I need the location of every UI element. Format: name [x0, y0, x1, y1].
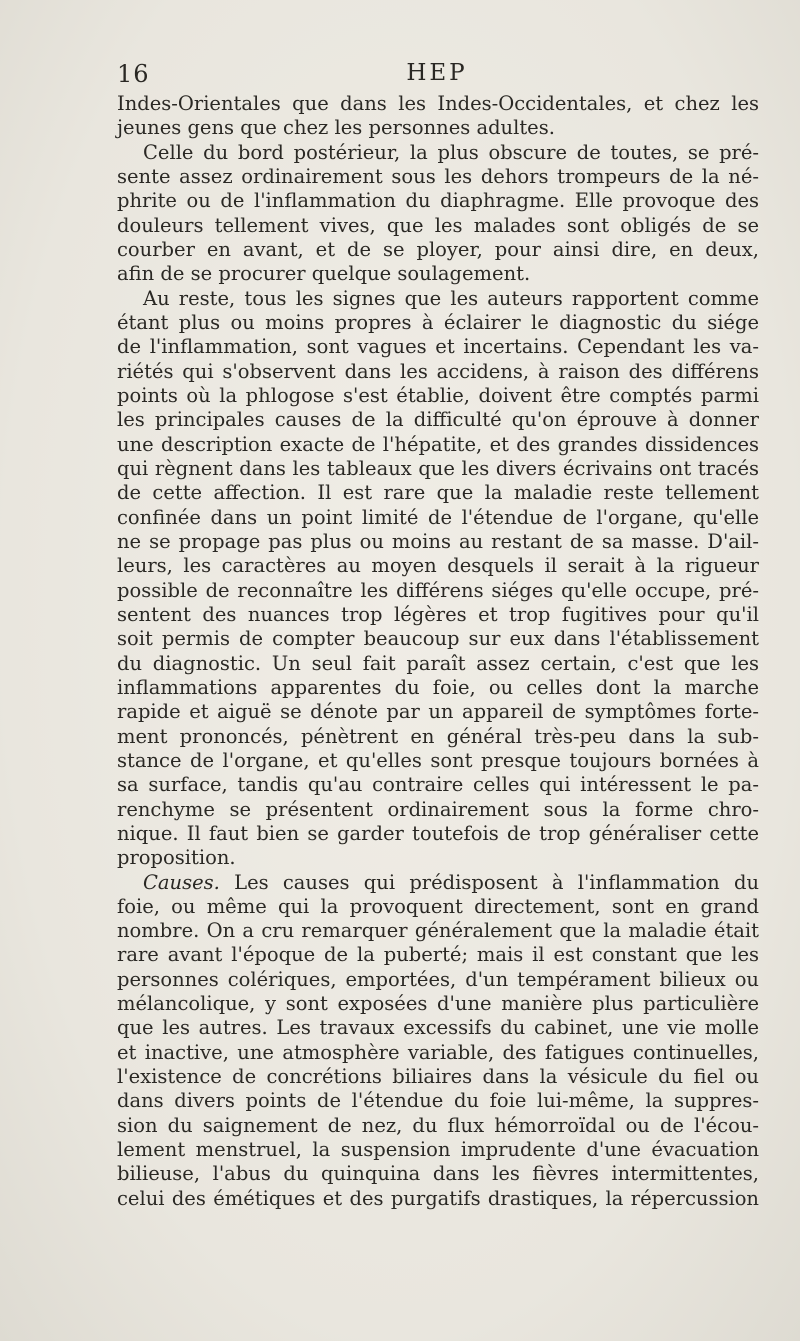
text-line: qui règnent dans les tableaux que les divers écrivains ont tracés — [117, 456, 759, 480]
text-line: riétés qui s'observent dans les accidens, à raison des différens — [117, 359, 759, 383]
text-line: phrite ou de l'inflammation du diaphragme. Elle provoque des — [117, 189, 759, 213]
text-line: nique. Il faut bien se garder toutefois de trop généraliser cette — [117, 821, 759, 845]
text-line: que les autres. Les travaux excessifs du cabinet, une vie molle — [117, 1016, 759, 1040]
text-line: sente assez ordinairement sous les dehors trompeurs de la né- — [117, 164, 759, 188]
text-line: Celle du bord postérieur, la plus obscure de toutes, se pré- — [143, 140, 759, 164]
text-line: renchyme se présentent ordinairement sous la forme chro- — [117, 797, 759, 821]
text-line: bilieuse, l'abus du quinquina dans les fièvres intermittentes, — [117, 1162, 759, 1186]
text-line: proposition. — [117, 846, 236, 870]
text-line: points où la phlogose s'est établie, doivent être comptés parmi — [117, 383, 759, 407]
text-line: ne se propage pas plus ou moins au restant de sa masse. D'ail- — [117, 529, 759, 553]
page-header — [117, 60, 757, 94]
text-line: et inactive, une atmosphère variable, des fatigues continuelles, — [117, 1040, 759, 1064]
text-line: personnes colériques, emportées, d'un tempérament bilieux ou — [117, 967, 759, 991]
text-line: étant plus ou moins propres à éclairer le diagnostic du siége — [117, 310, 759, 334]
text-line: Indes-Orientales que dans les Indes-Occidentales, et chez les — [117, 92, 759, 115]
text-line: du diagnostic. Un seul fait paraît assez certain, c'est que les — [117, 651, 759, 675]
section-heading: Causes. — [143, 870, 220, 894]
text-line: courber en avant, et de se ployer, pour ainsi dire, en deux, — [117, 237, 759, 261]
text-line: sentent des nuances trop légères et trop fugitives pour qu'il — [117, 602, 759, 626]
text-line: soit permis de compter beaucoup sur eux dans l'établissement — [117, 627, 759, 651]
text-line: nombre. On a cru remarquer généralement que la maladie était — [117, 919, 759, 943]
text-line: douleurs tellement vives, que les malades sont obligés de se — [117, 213, 759, 237]
text-line: l'existence de concrétions biliaires dans la vésicule du fiel ou — [117, 1065, 759, 1089]
text-line: ment prononcés, pénètrent en général très-peu dans la sub- — [117, 724, 759, 748]
text-line: sa surface, tandis qu'au contraire celles qui intéressent le pa- — [117, 773, 759, 797]
text-line: stance de l'organe, et qu'elles sont presque toujours bornées à — [117, 748, 759, 772]
text-line: inflammations apparentes du foie, ou celles dont la marche — [117, 675, 759, 699]
text-line: une description exacte de l'hépatite, et des grandes dissidences — [117, 432, 759, 456]
text-line: possible de reconnaître les différens siéges qu'elle occupe, pré- — [117, 578, 759, 602]
text-line: rapide et aiguë se dénote par un appareil de symptômes forte- — [117, 700, 759, 724]
text-line: afin de se procurer quelque soulagement. — [117, 262, 531, 286]
page-number: 16 — [117, 60, 150, 88]
text-line: les principales causes de la difficulté qu'on éprouve à donner — [117, 408, 759, 432]
text-line: de cette affection. Il est rare que la maladie reste tellement — [117, 481, 759, 505]
body-text — [117, 92, 759, 1211]
text-line: foie, ou même qui la provoquent directement, sont en grand — [117, 894, 759, 918]
text-line: leurs, les caractères au moyen desquels il serait à la rigueur — [117, 554, 759, 578]
text-line: lement menstruel, la suspension imprudente d'une évacuation — [117, 1138, 759, 1162]
text-line: mélancolique, y sont exposées d'une manière plus particulière — [117, 992, 759, 1016]
text-line: de l'inflammation, sont vagues et incertains. Cependant les va- — [117, 335, 759, 359]
text-line: dans divers points de l'étendue du foie lui-même, la suppres- — [117, 1089, 759, 1113]
text-line: sion du saignement de nez, du flux hémorroïdal ou de l'écou- — [117, 1113, 759, 1137]
text-line: rare avant l'époque de la puberté; mais il est constant que les — [117, 943, 759, 967]
text-line: Au reste, tous les signes que les auteurs rapportent comme — [143, 286, 759, 310]
line-text: Les causes qui prédisposent à l'inflammation du — [234, 870, 760, 894]
text-line — [117, 871, 759, 895]
text-line: celui des émétiques et des purgatifs drastiques, la répercussion — [117, 1186, 759, 1210]
text-line: confinée dans un point limité de l'étendue de l'organe, qu'elle — [117, 505, 759, 529]
text-line: jeunes gens que chez les personnes adultes. — [117, 116, 555, 140]
running-head: HEP — [406, 60, 468, 86]
